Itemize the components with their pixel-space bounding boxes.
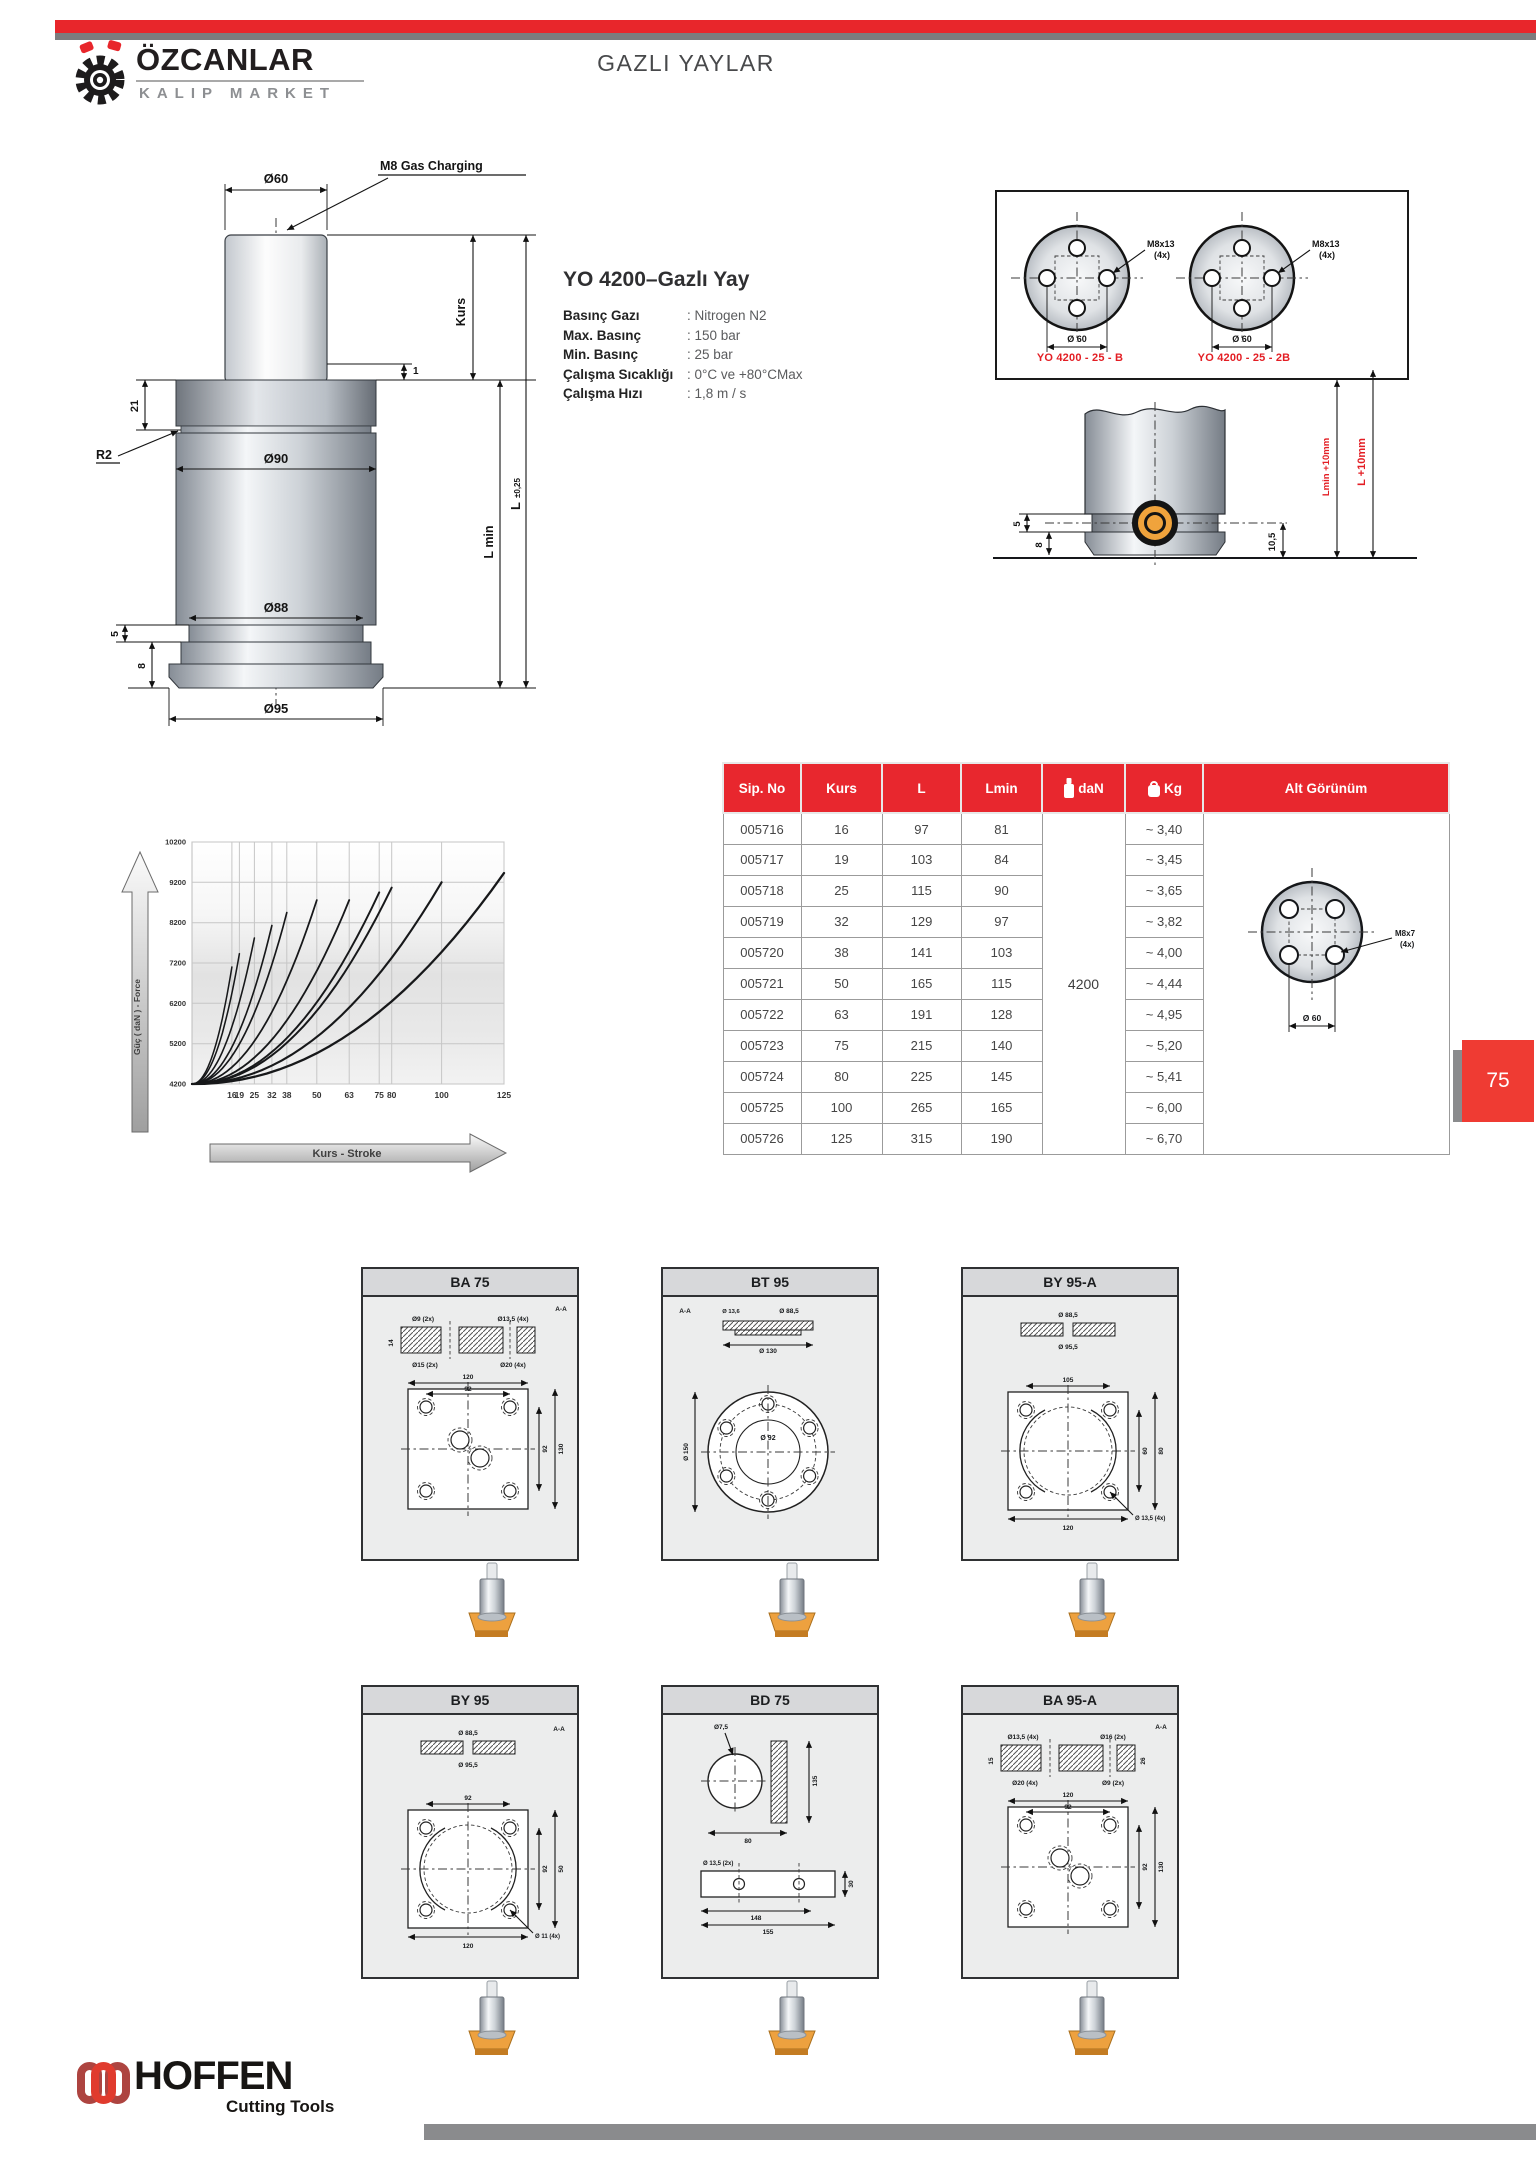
table-row: 005717 19 103 84 ~ 3,45 xyxy=(723,845,1449,876)
svg-text:80: 80 xyxy=(386,1090,397,1100)
page-tab-strip xyxy=(1453,1050,1462,1122)
svg-text:75: 75 xyxy=(374,1090,384,1100)
col-kurs: Kurs xyxy=(801,763,882,813)
svg-text:25: 25 xyxy=(249,1090,260,1100)
svg-text:Ø 88,5: Ø 88,5 xyxy=(779,1308,799,1315)
top-gray-bar xyxy=(55,33,1536,40)
mount-title: BA 95-A xyxy=(963,1687,1177,1715)
svg-text:120: 120 xyxy=(1062,1525,1074,1532)
mount-3d-thumb xyxy=(463,1975,521,2064)
dim-l-red: L +10mm xyxy=(1356,438,1368,486)
dan-value: 4200 xyxy=(1042,813,1125,1155)
svg-text:M8x13: M8x13 xyxy=(1312,239,1340,249)
mount-3d-thumb xyxy=(1063,1975,1121,2064)
dim-dia88: Ø88 xyxy=(263,600,289,615)
mount-title: BT 95 xyxy=(663,1269,877,1297)
mounted-view-drawing xyxy=(985,362,1425,584)
svg-text:Ø 88,5: Ø 88,5 xyxy=(458,1730,478,1737)
svg-text:A-A: A-A xyxy=(679,1308,691,1315)
col-sip-no: Sip. No xyxy=(723,763,801,813)
mount-3d-thumb xyxy=(463,1557,521,1646)
svg-text:A-A: A-A xyxy=(555,1306,567,1313)
dim-dia60: Ø60 xyxy=(263,171,289,186)
table-header-row xyxy=(723,763,1449,813)
force-stroke-chart xyxy=(92,832,567,1189)
svg-text:155: 155 xyxy=(762,1929,774,1936)
svg-text:Ø 11 (4x): Ø 11 (4x) xyxy=(535,1934,561,1940)
gas-charging-label: M8 Gas Charging xyxy=(380,159,483,173)
top-view-box xyxy=(995,190,1409,380)
svg-text:M8x13: M8x13 xyxy=(1147,239,1175,249)
svg-text:Ø 88,5: Ø 88,5 xyxy=(1058,1312,1078,1319)
cylinder-icon xyxy=(1063,781,1078,796)
svg-text:Ø15 (2x): Ø15 (2x) xyxy=(412,1362,438,1369)
svg-text:105: 105 xyxy=(1062,1377,1074,1384)
svg-text:(4x): (4x) xyxy=(1400,940,1415,949)
weight-icon xyxy=(1146,781,1164,796)
footer-brand-sub: Cutting Tools xyxy=(226,2097,335,2116)
svg-text:Ø20 (4x): Ø20 (4x) xyxy=(1012,1780,1038,1787)
bottom-gray-bar xyxy=(424,2124,1536,2140)
mount-title: BY 95-A xyxy=(963,1269,1177,1297)
table-row: 005719 32 129 97 ~ 3,82 xyxy=(723,906,1449,937)
svg-text:Ø 13,5 (2x): Ø 13,5 (2x) xyxy=(703,1861,734,1867)
mount-3d-thumb xyxy=(763,1975,821,2064)
mount-title: BY 95 xyxy=(363,1687,577,1715)
svg-text:A-A: A-A xyxy=(1155,1724,1167,1731)
spec-row: Basınç Gazı : Nitrogen N2 xyxy=(563,308,767,323)
variant-caption-right: YO 4200 - 25 - 2B xyxy=(1197,352,1291,364)
dim-21: 21 xyxy=(129,399,141,413)
brand-underline xyxy=(136,80,364,82)
dim-l: L xyxy=(508,502,523,510)
svg-text:130: 130 xyxy=(1158,1861,1165,1873)
dim-dia90: Ø90 xyxy=(263,451,289,466)
svg-text:135: 135 xyxy=(812,1775,819,1787)
svg-text:6200: 6200 xyxy=(169,998,186,1008)
svg-text:Ø9 (2x): Ø9 (2x) xyxy=(411,1316,435,1323)
svg-text:Ø 95,5: Ø 95,5 xyxy=(1058,1344,1078,1351)
spec-row: Çalışma Hızı : 1,8 m / s xyxy=(563,386,747,401)
svg-text:60: 60 xyxy=(1142,1447,1149,1455)
variant-caption-left: YO 4200 - 25 - B xyxy=(1036,352,1124,364)
svg-text:A-A: A-A xyxy=(553,1726,565,1733)
col-kg: Kg xyxy=(1125,763,1203,813)
svg-text:92: 92 xyxy=(542,1865,549,1873)
svg-text:50: 50 xyxy=(312,1090,322,1100)
svg-text:Ø7,5: Ø7,5 xyxy=(713,1724,729,1731)
brand-subtitle: KALIP MARKET xyxy=(139,85,337,102)
svg-text:63: 63 xyxy=(344,1090,354,1100)
mount-3d-render xyxy=(463,1975,521,2059)
svg-text:148: 148 xyxy=(750,1915,762,1922)
mount-title: BD 75 xyxy=(663,1687,877,1715)
spec-row: Min. Basınç : 25 bar xyxy=(563,347,733,362)
svg-text:Ø13,5 (4x): Ø13,5 (4x) xyxy=(497,1316,529,1323)
mount-diagram-ba-75 xyxy=(361,1267,579,1561)
svg-text:26: 26 xyxy=(1140,1757,1147,1765)
svg-text:120: 120 xyxy=(462,1374,474,1381)
clamp-ring xyxy=(1135,503,1175,543)
mount-diagram-by-95-a xyxy=(961,1267,1179,1561)
svg-text:8200: 8200 xyxy=(169,918,186,928)
table-row: 005716 16 97 81 4200 ~ 3,40 M8x7 (4x) Ø 60 xyxy=(723,813,1449,845)
table-row: 005721 50 165 115 ~ 4,44 xyxy=(723,968,1449,999)
mount-3d-thumb xyxy=(763,1557,821,1646)
gas-spring-drawing xyxy=(68,112,560,737)
svg-text:10,5: 10,5 xyxy=(1267,532,1278,552)
footer-brand: HOFFEN xyxy=(134,2054,293,2098)
svg-text:16: 16 xyxy=(227,1090,237,1100)
spec-list xyxy=(563,306,903,404)
table-row: 005722 63 191 128 ~ 4,95 xyxy=(723,999,1449,1030)
svg-text:Ø 95,5: Ø 95,5 xyxy=(458,1762,478,1769)
table-row: 005725 100 265 165 ~ 6,00 xyxy=(723,1092,1449,1123)
svg-text:32: 32 xyxy=(267,1090,277,1100)
svg-text:4200: 4200 xyxy=(169,1079,186,1089)
svg-text:Ø 60: Ø 60 xyxy=(1067,334,1087,344)
top-red-bar xyxy=(55,20,1536,33)
dim-lmin: L min xyxy=(482,525,496,559)
svg-text:92: 92 xyxy=(542,1445,549,1453)
dim-8: 8 xyxy=(136,663,148,669)
mount-3d-render xyxy=(763,1557,821,1641)
mount-diagram-bt-95 xyxy=(661,1267,879,1561)
mount-3d-render xyxy=(1063,1557,1121,1641)
page-number-tab: 75 xyxy=(1462,1040,1534,1122)
top-view-right xyxy=(1176,212,1340,352)
chart-ylabel: Güç ( daN ) - Force xyxy=(132,978,142,1056)
table-row: 005720 38 141 103 ~ 4,00 xyxy=(723,937,1449,968)
svg-text:M8x7: M8x7 xyxy=(1395,929,1416,938)
svg-text:80: 80 xyxy=(1158,1447,1165,1455)
svg-text:120: 120 xyxy=(1062,1792,1074,1799)
sizes-table xyxy=(722,762,1450,1155)
mount-3d-render xyxy=(1063,1975,1121,2059)
dim-lmin-red: Lmin +10mm xyxy=(1321,437,1332,497)
svg-text:14: 14 xyxy=(388,1339,395,1347)
svg-text:(4x): (4x) xyxy=(1154,250,1171,260)
svg-text:130: 130 xyxy=(558,1443,565,1455)
svg-text:Ø16 (2x): Ø16 (2x) xyxy=(1100,1734,1126,1741)
dim-dia95: Ø95 xyxy=(263,701,289,716)
svg-text:7200: 7200 xyxy=(169,958,186,968)
dim-5: 5 xyxy=(109,631,121,637)
alt-view-cell xyxy=(1203,813,1449,1155)
svg-text:15: 15 xyxy=(988,1757,995,1765)
dim-kurs: Kurs xyxy=(454,297,468,327)
spec-row: Max. Basınç : 150 bar xyxy=(563,327,741,343)
svg-text:Ø9 (2x): Ø9 (2x) xyxy=(1101,1780,1125,1787)
col-dan: daN xyxy=(1042,763,1125,813)
mount-diagram-ba-95-a xyxy=(961,1685,1179,1979)
product-title: YO 4200–Gazlı Yay xyxy=(563,268,750,291)
spec-row: Çalışma Sıcaklığı : 0°C ve +80°CMax xyxy=(563,366,803,382)
chart-xlabel: Kurs - Stroke xyxy=(312,1148,382,1160)
svg-text:92: 92 xyxy=(464,1795,472,1802)
col-alt-view: Alt Görünüm xyxy=(1203,763,1449,813)
table-row: 005718 25 115 90 ~ 3,65 xyxy=(723,875,1449,906)
svg-text:38: 38 xyxy=(282,1090,292,1100)
col-lmin: Lmin xyxy=(961,763,1042,813)
brand-name: ÖZCANLAR xyxy=(136,42,314,77)
svg-text:92: 92 xyxy=(1064,1804,1072,1811)
dim-1: 1 xyxy=(413,366,419,377)
mount-diagram-by-95 xyxy=(361,1685,579,1979)
table-row: 005724 80 225 145 ~ 5,41 xyxy=(723,1061,1449,1092)
svg-text:Ø20 (4x): Ø20 (4x) xyxy=(500,1362,526,1369)
svg-text:10200: 10200 xyxy=(165,837,186,847)
svg-text:(4x): (4x) xyxy=(1319,250,1336,260)
svg-text:Ø 92: Ø 92 xyxy=(760,1435,776,1442)
table-row: 005723 75 215 140 ~ 5,20 xyxy=(723,1030,1449,1061)
mount-3d-render xyxy=(763,1975,821,2059)
svg-text:92: 92 xyxy=(1142,1863,1149,1871)
svg-text:9200: 9200 xyxy=(169,877,186,887)
svg-text:5: 5 xyxy=(1012,521,1023,527)
svg-text:50: 50 xyxy=(558,1865,565,1873)
top-view-left xyxy=(1011,212,1175,352)
svg-text:80: 80 xyxy=(744,1838,752,1845)
svg-text:19: 19 xyxy=(234,1090,245,1100)
mount-title: BA 75 xyxy=(363,1269,577,1297)
svg-text:120: 120 xyxy=(462,1943,474,1950)
svg-text:Ø13,5 (4x): Ø13,5 (4x) xyxy=(1007,1734,1039,1741)
svg-text:Ø 60: Ø 60 xyxy=(1302,1013,1322,1023)
dim-r2: R2 xyxy=(96,448,112,462)
mount-3d-thumb xyxy=(1063,1557,1121,1646)
svg-text:Ø 13,6: Ø 13,6 xyxy=(722,1309,740,1315)
svg-text:92: 92 xyxy=(464,1386,472,1393)
table-row: 005726 125 315 190 ~ 6,70 xyxy=(723,1123,1449,1154)
svg-text:125: 125 xyxy=(496,1090,512,1100)
mount-diagram-bd-75 xyxy=(661,1685,879,1979)
svg-text:Ø 130: Ø 130 xyxy=(759,1348,777,1355)
dim-l-tol: ±0,25 xyxy=(513,478,522,498)
svg-text:30: 30 xyxy=(848,1880,855,1888)
svg-text:Ø 13,5 (4x): Ø 13,5 (4x) xyxy=(1135,1516,1166,1522)
col-l: L xyxy=(882,763,961,813)
mount-3d-render xyxy=(463,1557,521,1641)
svg-text:100: 100 xyxy=(434,1090,449,1100)
svg-text:Ø 60: Ø 60 xyxy=(1232,334,1252,344)
svg-text:8: 8 xyxy=(1034,542,1045,548)
svg-text:5200: 5200 xyxy=(169,1039,186,1049)
gear-logo-icon xyxy=(70,40,132,106)
page-title: GAZLI YAYLAR xyxy=(597,50,775,76)
hoffen-logo-icon xyxy=(76,2062,132,2106)
svg-text:Ø 150: Ø 150 xyxy=(683,1443,690,1461)
